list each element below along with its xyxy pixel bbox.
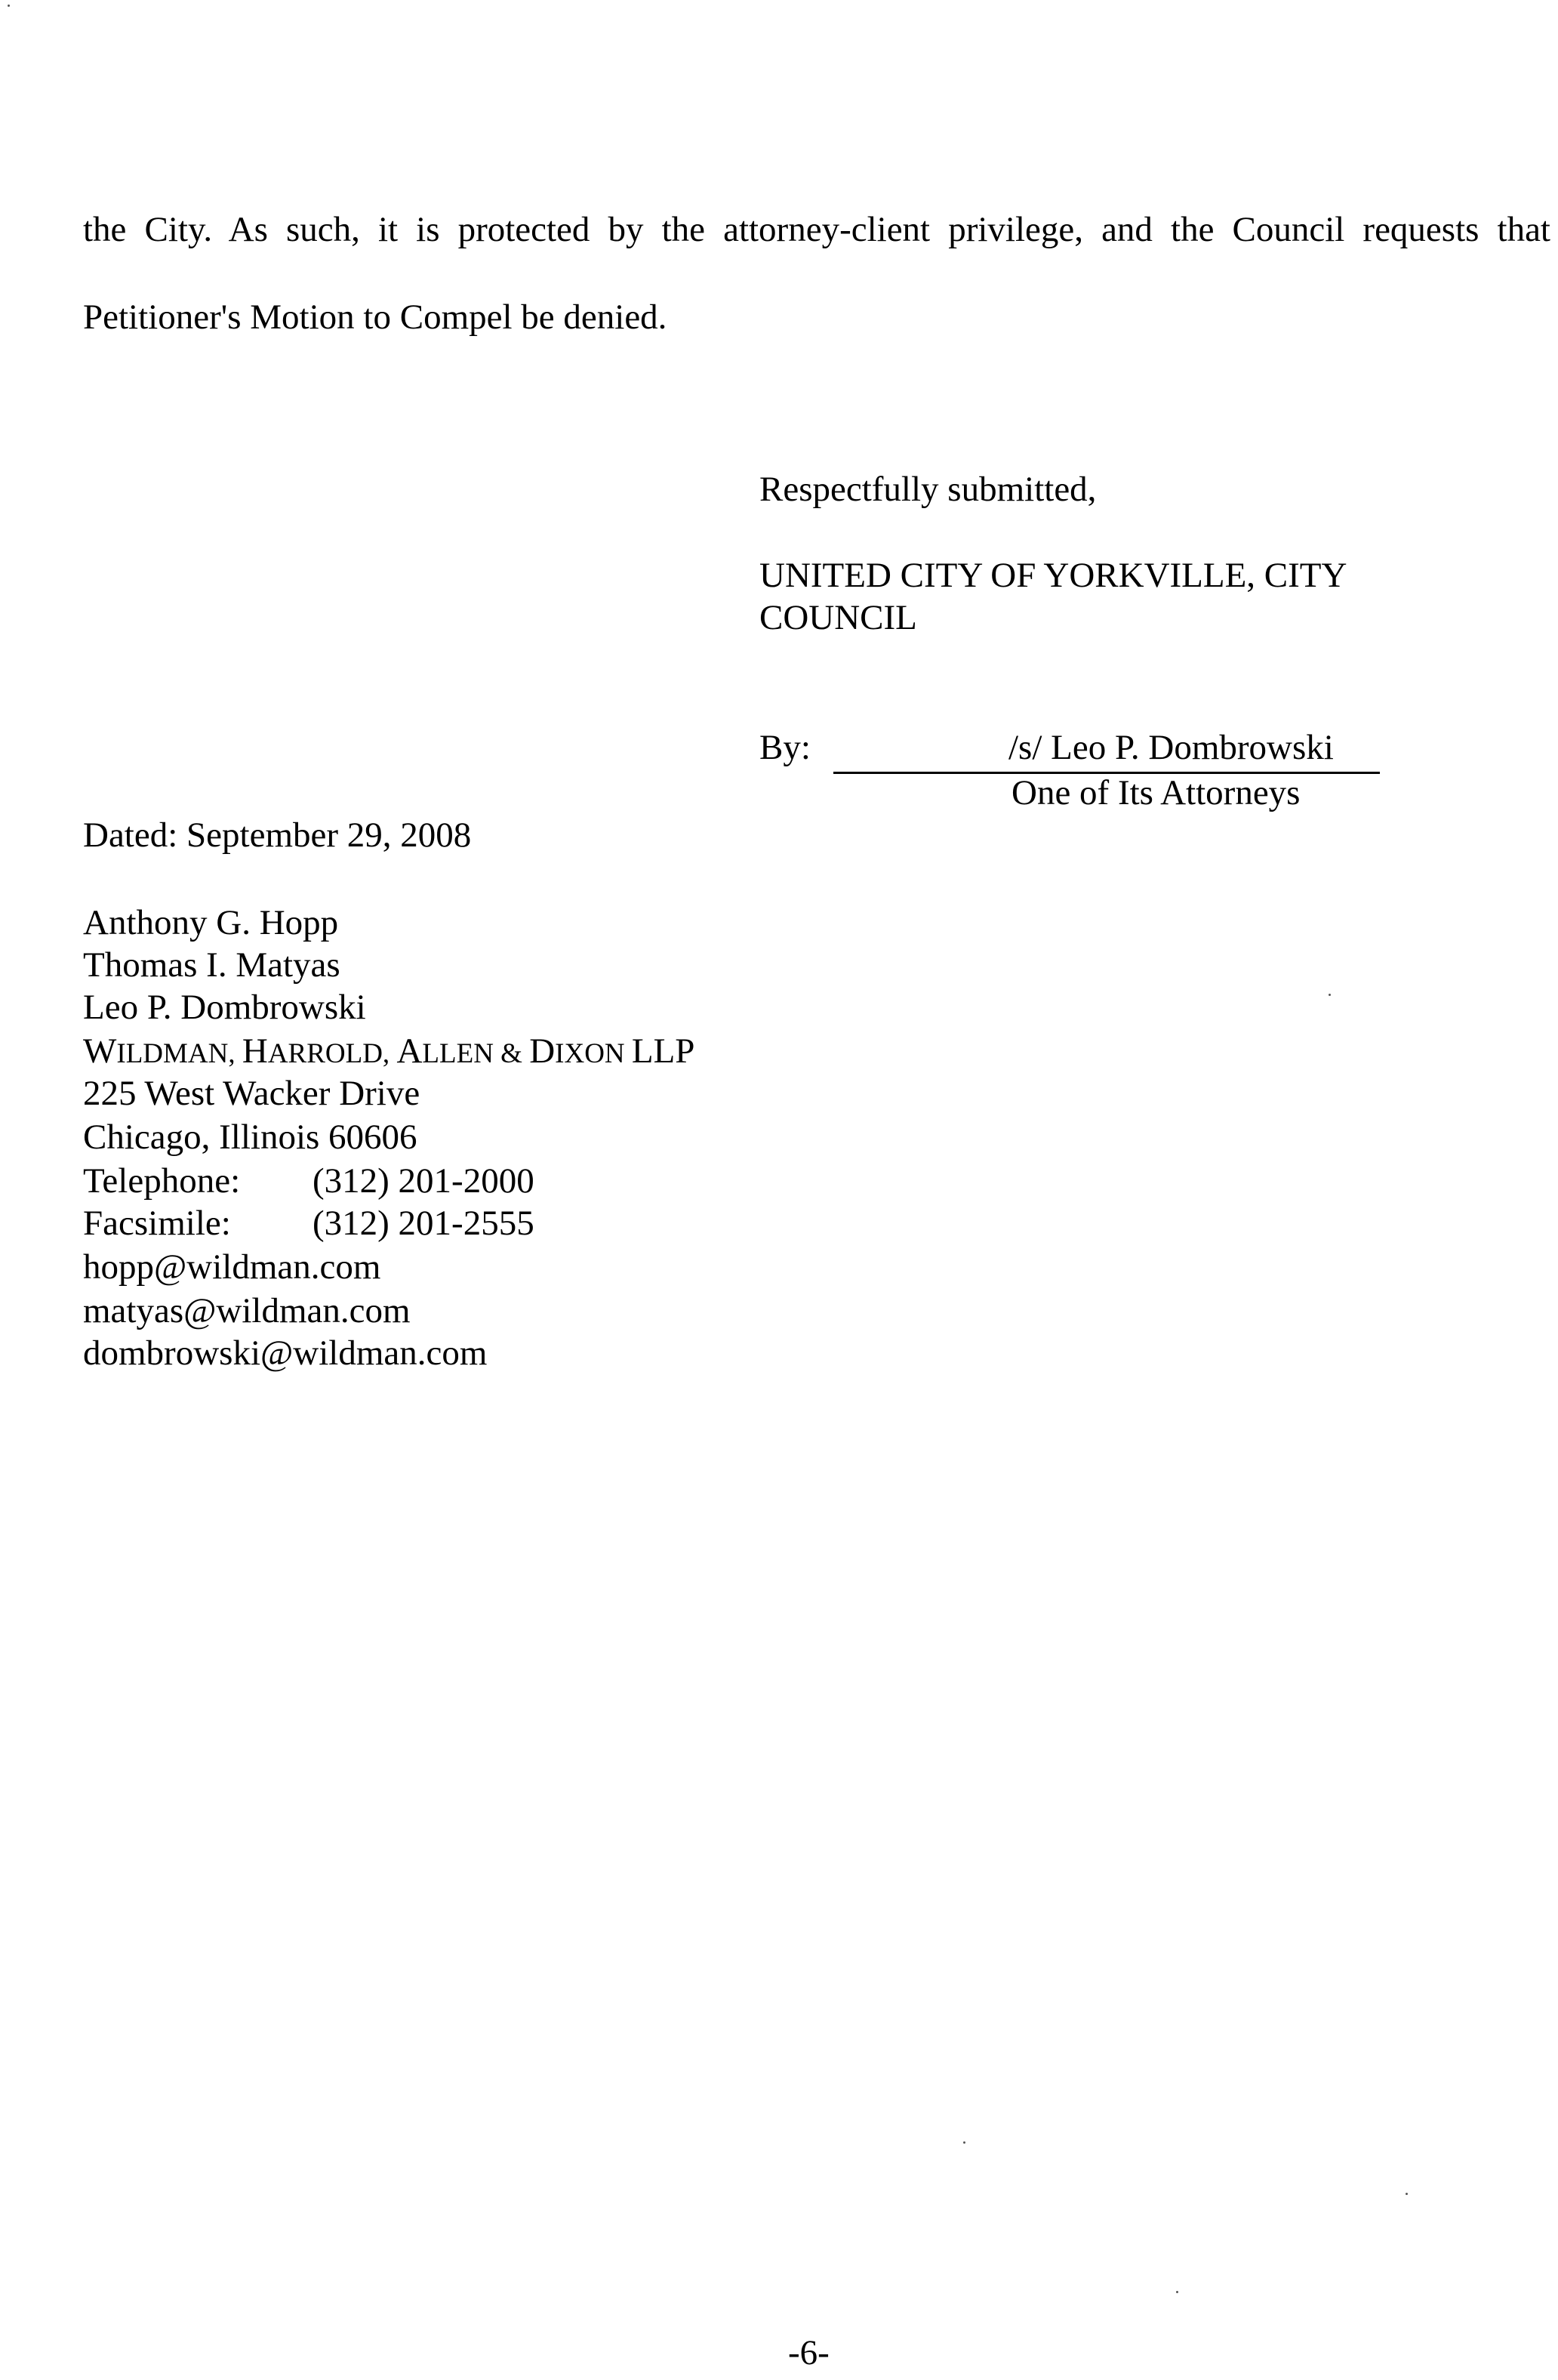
closing-text: Respectfully submitted, [759, 470, 1097, 509]
firm-part-1-cap: W [83, 1031, 117, 1071]
signer-role: One of Its Attorneys [1011, 773, 1301, 812]
party-name-line-1: UNITED CITY OF YORKVILLE, CITY [759, 556, 1347, 595]
dated-line: Dated: September 29, 2008 [83, 815, 472, 855]
address-line-2: Chicago, Illinois 60606 [83, 1118, 417, 1157]
body-paragraph-line-1: the City. As such, it is protected by the attorney-client privilege, and the Council requests that [83, 210, 1550, 249]
scan-speck [1329, 994, 1331, 996]
firm-part-2-cap: H [242, 1031, 268, 1071]
firm-part-3-rest: LLEN & [422, 1038, 530, 1069]
email-1: hopp@wildman.com [83, 1247, 381, 1287]
facsimile-label: Facsimile: [83, 1204, 231, 1243]
firm-part-4-rest: IXON [555, 1038, 632, 1069]
body-paragraph-line-2: Petitioner's Motion to Compel be denied. [83, 298, 667, 337]
telephone-label: Telephone: [83, 1161, 241, 1201]
firm-part-5-cap: LLP [631, 1031, 695, 1071]
counsel-name-3: Leo P. Dombrowski [83, 988, 366, 1027]
firm-part-3-cap: A [396, 1031, 423, 1071]
firm-part-1-rest: ILDMAN, [116, 1038, 242, 1069]
scan-speck [8, 5, 10, 7]
law-firm-name [83, 1030, 694, 1075]
scan-speck [1176, 2291, 1178, 2293]
counsel-name-2: Thomas I. Matyas [83, 945, 340, 985]
by-label: By: [759, 728, 811, 767]
signer-name: /s/ Leo P. Dombrowski [1008, 728, 1334, 767]
counsel-name-1: Anthony G. Hopp [83, 903, 339, 942]
telephone-number: (312) 201-2000 [313, 1161, 534, 1201]
address-line-1: 225 West Wacker Drive [83, 1074, 420, 1113]
scan-speck [963, 2141, 965, 2144]
facsimile-number: (312) 201-2555 [313, 1204, 534, 1243]
page-number: -6- [788, 2333, 830, 2372]
email-3: dombrowski@wildman.com [83, 1333, 488, 1373]
firm-part-2-rest: ARROLD, [267, 1038, 397, 1069]
firm-part-4-cap: D [529, 1031, 556, 1071]
email-2: matyas@wildman.com [83, 1291, 411, 1330]
party-name-line-2: COUNCIL [759, 598, 917, 637]
scan-speck [1406, 2193, 1408, 2195]
